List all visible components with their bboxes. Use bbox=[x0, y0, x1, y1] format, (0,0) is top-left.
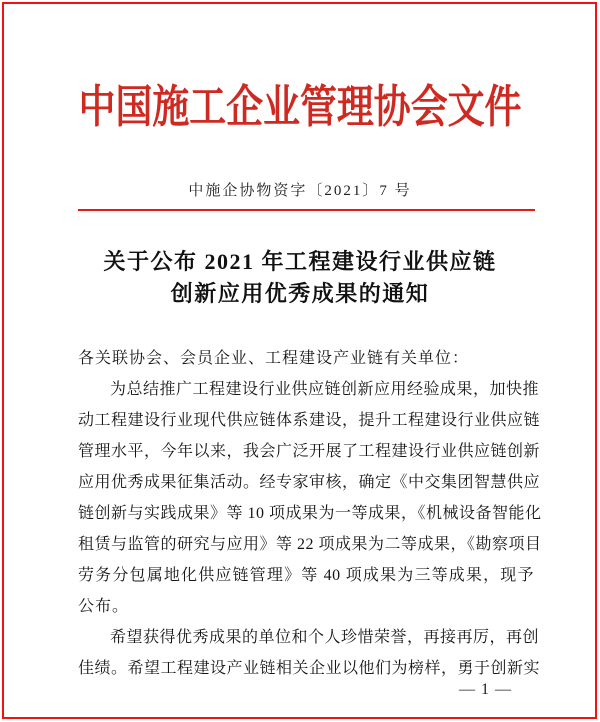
body-line: 动工程建设行业现代供应链体系建设，提升工程建设行业供应链 bbox=[78, 412, 541, 429]
notice-body bbox=[78, 343, 542, 684]
body-line: 佳绩。希望工程建设产业链相关企业以他们为榜样，勇于创新实 bbox=[78, 660, 541, 677]
notice-title bbox=[50, 246, 550, 310]
body-line: 公布。 bbox=[78, 598, 130, 615]
body-line: 管理水平，今年以来，我会广泛开展了工程建设行业供应链创新 bbox=[78, 443, 541, 460]
body-line-salutation: 各关联协会、会员企业、工程建设产业链有关单位： bbox=[78, 350, 470, 367]
body-line: 链创新与实践成果》等 10 项成果为一等成果，《机械设备智能化 bbox=[78, 505, 542, 522]
red-divider-line bbox=[78, 209, 535, 211]
association-masthead-title: 中国施工企业管理协会文件 bbox=[78, 82, 522, 132]
body-line: 为总结推广工程建设行业供应链创新应用经验成果，加快推 bbox=[110, 381, 540, 398]
body-line: 劳务分包属地化供应链管理》等 40 项成果为三等成果，现予 bbox=[78, 567, 534, 584]
notice-title-line2: 创新应用优秀成果的通知 bbox=[170, 281, 430, 306]
document-reference-number: 中施企协物资字〔2021〕7 号 bbox=[188, 183, 412, 199]
notice-title-line1: 关于公布 2021 年工程建设行业供应链 bbox=[103, 249, 497, 274]
body-line: 应用优秀成果征集活动。经专家审核，确定《中交集团智慧供应 bbox=[78, 474, 541, 491]
body-line: 租赁与监管的研究与应用》等 22 项成果为二等成果，《勘察项目 bbox=[78, 536, 542, 553]
body-line: 希望获得优秀成果的单位和个人珍惜荣誉，再接再厉，再创 bbox=[110, 629, 540, 646]
page-number: — 1 — bbox=[459, 681, 512, 698]
